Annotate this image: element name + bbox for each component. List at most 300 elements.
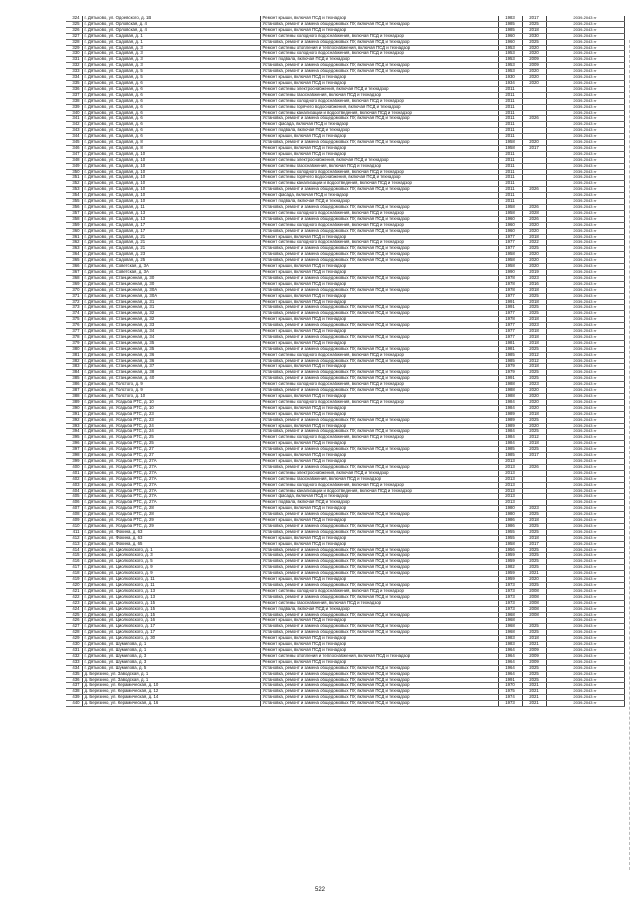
- work-type-cell: Ремонт системы газоснабжения, включая ПСД и технадзор: [260, 600, 498, 606]
- work-type-cell: Ремонт крыши, включая ПСД и технадзор: [260, 453, 498, 459]
- work-type-cell: Ремонт системы холодного водоснабжения, включая ПСД и технадзор: [260, 382, 498, 388]
- year-built-cell: 1991: [498, 299, 522, 305]
- address-cell: г. Дятьково, ул. Станционная, д. 36: [82, 358, 260, 364]
- year-built-cell: 1959: [498, 577, 522, 583]
- planned-period-cell: 2039-2043 гг: [546, 246, 624, 252]
- address-cell: г. Дятьково, ул. Усадьба РТС, д. 27А: [82, 500, 260, 506]
- year-built-cell: 1985: [498, 358, 522, 364]
- row-number: 401: [66, 470, 82, 476]
- work-type-cell: Ремонт подвала, включая ПСД и технадзор: [260, 500, 498, 506]
- last-repair-year-cell: 2018: [522, 518, 546, 524]
- planned-period-cell: 2039-2043 гг: [546, 128, 624, 134]
- row-number: 361: [66, 234, 82, 240]
- address-cell: г. Дятьково, ул. Станционная, д. 35: [82, 346, 260, 352]
- address-cell: г. Дятьково, ул. Садовая, д. 5: [82, 69, 260, 75]
- row-number: 351: [66, 175, 82, 181]
- work-type-cell: Ремонт системы холодного водоснабжения, включая ПСД и технадзор: [260, 588, 498, 594]
- year-built-cell: 1986: [498, 523, 522, 529]
- work-type-cell: Установка, ремонт и замена общедомовых ПУ, включая ПСД и технадзор: [260, 323, 498, 329]
- work-type-cell: Ремонт подвала, включая ПСД и технадзор: [260, 606, 498, 612]
- year-built-cell: 1974: [498, 695, 522, 701]
- address-cell: г. Дятьково, ул. Усадьба РТС, д. 25: [82, 441, 260, 447]
- work-type-cell: Установка, ремонт и замена общедомовых ПУ, включая ПСД и технадзор: [260, 553, 498, 559]
- last-repair-year-cell: 2020: [522, 75, 546, 81]
- row-number: 438: [66, 689, 82, 695]
- last-repair-year-cell: 2017: [522, 453, 546, 459]
- last-repair-year-cell: 2018: [522, 411, 546, 417]
- planned-period-cell: 2039-2043 гг: [546, 98, 624, 104]
- address-cell: г. Дятьково, ул. Садовая, д. 3: [82, 51, 260, 57]
- address-cell: г. Дятьково, ул. Станционная, д. 34: [82, 334, 260, 340]
- work-type-cell: Ремонт крыши, включая ПСД и технадзор: [260, 27, 498, 33]
- last-repair-year-cell: 2025: [522, 293, 546, 299]
- planned-period-cell: 2039-2043 гг: [546, 382, 624, 388]
- work-type-cell: Установка, ремонт и замена общедомовых ПУ, включая ПСД и технадзор: [260, 695, 498, 701]
- row-number: 342: [66, 122, 82, 128]
- year-built-cell: 1989: [498, 411, 522, 417]
- row-number: 354: [66, 193, 82, 199]
- year-built-cell: 1960: [498, 216, 522, 222]
- planned-period-cell: 2039-2043 гг: [546, 470, 624, 476]
- row-number: 430: [66, 642, 82, 648]
- row-number: 349: [66, 163, 82, 169]
- row-number: 386: [66, 382, 82, 388]
- planned-period-cell: 2039-2043 гг: [546, 252, 624, 258]
- row-number: 390: [66, 405, 82, 411]
- row-number: 413: [66, 541, 82, 547]
- last-repair-year-cell: 2025: [522, 565, 546, 571]
- row-number: 353: [66, 187, 82, 193]
- work-type-cell: Установка, ремонт и замена общедомовых ПУ, включая ПСД и технадзор: [260, 69, 498, 75]
- year-built-cell: 1977: [498, 323, 522, 329]
- work-type-cell: Установка, ремонт и замена общедомовых ПУ, включая ПСД и технадзор: [260, 594, 498, 600]
- last-repair-year-cell: 2025: [522, 583, 546, 589]
- last-repair-year-cell: 2018: [522, 340, 546, 346]
- work-type-cell: Ремонт подвала, включая ПСД и технадзор: [260, 199, 498, 205]
- row-number: 432: [66, 653, 82, 659]
- address-cell: г. Дятьково, ул. Станционная, д. 31: [82, 305, 260, 311]
- row-number: 414: [66, 547, 82, 553]
- work-type-cell: Установка, ремонт и замена общедомовых ПУ, включая ПСД и технадзор: [260, 512, 498, 518]
- row-number: 394: [66, 429, 82, 435]
- planned-period-cell: 2039-2043 гг: [546, 594, 624, 600]
- year-built-cell: 2011: [498, 163, 522, 169]
- address-cell: г. Дятьково, ул. Шумилова, д. 3: [82, 659, 260, 665]
- planned-period-cell: 2039-2043 гг: [546, 163, 624, 169]
- row-number: 393: [66, 423, 82, 429]
- year-built-cell: 1977: [498, 246, 522, 252]
- address-cell: г. Дятьково, ул. Циолковского, д. 13: [82, 594, 260, 600]
- address-cell: г. Дятьково, ул. Садовая, д. 10: [82, 169, 260, 175]
- planned-period-cell: 2039-2043 гг: [546, 588, 624, 594]
- planned-period-cell: 2039-2043 гг: [546, 583, 624, 589]
- planned-period-cell: 2039-2043 гг: [546, 293, 624, 299]
- last-repair-year-cell: 2022: [522, 240, 546, 246]
- year-built-cell: 1959: [498, 571, 522, 577]
- year-built-cell: 1977: [498, 311, 522, 317]
- row-number: 382: [66, 358, 82, 364]
- address-cell: г. Дятьково, ул. Садовая, д. 10: [82, 157, 260, 163]
- last-repair-year-cell: 2025: [522, 21, 546, 27]
- last-repair-year-cell: 2018: [522, 535, 546, 541]
- planned-period-cell: 2039-2043 гг: [546, 405, 624, 411]
- work-type-cell: Ремонт системы холодного водоснабжения, включая ПСД и технадзор: [260, 352, 498, 358]
- planned-period-cell: 2039-2043 гг: [546, 222, 624, 228]
- row-number: 336: [66, 86, 82, 92]
- last-repair-year-cell: 2020: [522, 394, 546, 400]
- row-number: 403: [66, 482, 82, 488]
- year-built-cell: 2013: [498, 500, 522, 506]
- planned-period-cell: 2039-2043 гг: [546, 39, 624, 45]
- year-built-cell: 1964: [498, 671, 522, 677]
- address-cell: г. Дятьково, ул. Толстого, д. 9: [82, 382, 260, 388]
- address-cell: г. Дятьково, ул. Садовая, д. 6: [82, 134, 260, 140]
- last-repair-year-cell: 2018: [522, 27, 546, 33]
- work-type-cell: Ремонт системы отопления и теплоснабжения, включая ПСД и технадзор: [260, 45, 498, 51]
- work-type-cell: Установка, ремонт и замена общедомовых ПУ, включая ПСД и технадзор: [260, 370, 498, 376]
- row-number: 330: [66, 51, 82, 57]
- last-repair-year-cell: 2023: [522, 506, 546, 512]
- row-number: 376: [66, 323, 82, 329]
- work-type-cell: Ремонт крыши, включая ПСД и технадзор: [260, 618, 498, 624]
- planned-period-cell: 2039-2043 гг: [546, 69, 624, 75]
- last-repair-year-cell: 2018: [522, 329, 546, 335]
- row-number: 327: [66, 33, 82, 39]
- work-type-cell: Ремонт крыши, включая ПСД и технадзор: [260, 293, 498, 299]
- last-repair-year-cell: 2026: [522, 116, 546, 122]
- last-repair-year-cell: 2025: [522, 671, 546, 677]
- address-cell: г. Дятьково, ул. Станционная, д. 31: [82, 299, 260, 305]
- address-cell: г. Дятьково, ул. Советская, д. 3А: [82, 269, 260, 275]
- address-cell: г. Дятьково, ул. Садовая, д. 21: [82, 240, 260, 246]
- year-built-cell: 1973: [498, 600, 522, 606]
- address-cell: г. Дятьково, ул. Шумилова, д. 5: [82, 665, 260, 671]
- year-built-cell: 1953: [498, 69, 522, 75]
- work-type-cell: Ремонт крыши, включая ПСД и технадзор: [260, 80, 498, 86]
- last-repair-year-cell: 2020: [522, 577, 546, 583]
- row-number: 406: [66, 500, 82, 506]
- planned-period-cell: 2039-2043 гг: [546, 352, 624, 358]
- address-cell: г. Дятьково, ул. Садовая, д. 10: [82, 181, 260, 187]
- address-cell: г. Дятьково, ул. Садовая, д. 6: [82, 116, 260, 122]
- work-type-cell: Ремонт крыши, включая ПСД и технадзор: [260, 577, 498, 583]
- address-cell: г. Дятьково, ул. Усадьба РТС, д. 29: [82, 518, 260, 524]
- work-type-cell: Установка, ремонт и замена общедомовых ПУ, включая ПСД и технадзор: [260, 523, 498, 529]
- work-type-cell: Установка, ремонт и замена общедомовых ПУ, включая ПСД и технадзор: [260, 305, 498, 311]
- address-cell: г. Дятьково, ул. Усадьба РТС, д. 29: [82, 523, 260, 529]
- year-built-cell: 1979: [498, 364, 522, 370]
- row-number: 331: [66, 57, 82, 63]
- planned-period-cell: 2039-2043 гг: [546, 429, 624, 435]
- work-type-cell: Ремонт крыши, включая ПСД и технадзор: [260, 269, 498, 275]
- work-type-cell: Ремонт крыши, включая ПСД и технадзор: [260, 506, 498, 512]
- address-cell: г. Дятьково, ул. Циолковского, д. 9: [82, 565, 260, 571]
- address-cell: д. Березино, ул. Заводская, д. 1: [82, 671, 260, 677]
- address-cell: г. Дятьково, ул. Усадьба РТС, д. 23: [82, 411, 260, 417]
- row-number: 400: [66, 464, 82, 470]
- planned-period-cell: 2039-2043 гг: [546, 305, 624, 311]
- year-built-cell: 1968: [498, 612, 522, 618]
- planned-period-cell: 2039-2043 гг: [546, 122, 624, 128]
- planned-period-cell: 2039-2043 гг: [546, 16, 624, 21]
- year-built-cell: 1953: [498, 45, 522, 51]
- last-repair-year-cell: 2018: [522, 636, 546, 642]
- address-cell: г. Дятьково, ул. Садовая, д. 6: [82, 86, 260, 92]
- address-cell: г. Дятьково, ул. Садовая, д. 8: [82, 145, 260, 151]
- work-type-cell: Ремонт крыши, включая ПСД и технадзор: [260, 299, 498, 305]
- row-number: 339: [66, 104, 82, 110]
- year-built-cell: 1973: [498, 606, 522, 612]
- work-type-cell: Установка, ремонт и замена общедомовых ПУ, включая ПСД и технадзор: [260, 630, 498, 636]
- address-cell: г. Дятьково, ул. Усадьба РТС, д. 27: [82, 447, 260, 453]
- work-type-cell: Установка, ремонт и замена общедомовых ПУ, включая ПСД и технадзор: [260, 689, 498, 695]
- year-built-cell: 1980: [498, 512, 522, 518]
- planned-period-cell: 2039-2043 гг: [546, 346, 624, 352]
- work-type-cell: Установка, ремонт и замена общедомовых ПУ, включая ПСД и технадзор: [260, 334, 498, 340]
- year-built-cell: 1982: [498, 565, 522, 571]
- last-repair-year-cell: 2020: [522, 69, 546, 75]
- year-built-cell: 1960: [498, 33, 522, 39]
- year-built-cell: 2011: [498, 175, 522, 181]
- last-repair-year-cell: 2025: [522, 305, 546, 311]
- planned-period-cell: 2039-2043 гг: [546, 240, 624, 246]
- planned-period-cell: 2039-2043 гг: [546, 624, 624, 630]
- row-number: 398: [66, 453, 82, 459]
- row-number: 326: [66, 27, 82, 33]
- address-cell: г. Дятьково, ул. Садовая, д. 6: [82, 80, 260, 86]
- row-number: 350: [66, 169, 82, 175]
- row-number: 328: [66, 39, 82, 45]
- year-built-cell: 1984: [498, 399, 522, 405]
- planned-period-cell: 2039-2043 гг: [546, 453, 624, 459]
- work-type-cell: Установка, ремонт и замена общедомовых ПУ, включая ПСД и технадзор: [260, 559, 498, 565]
- work-type-cell: Установка, ремонт и замена общедомовых ПУ, включая ПСД и технадзор: [260, 571, 498, 577]
- last-repair-year-cell: 2021: [522, 642, 546, 648]
- year-built-cell: 1989: [498, 417, 522, 423]
- address-cell: г. Дятьково, ул. Усадьба РТС, д. 10: [82, 399, 260, 405]
- address-cell: г. Дятьково, ул. Усадьба РТС, д. 25: [82, 435, 260, 441]
- address-cell: г. Дятьково, ул. Усадьба РТС, д. 27А: [82, 494, 260, 500]
- planned-period-cell: 2039-2043 гг: [546, 205, 624, 211]
- year-built-cell: 1978: [498, 287, 522, 293]
- year-built-cell: 2011: [498, 86, 522, 92]
- address-cell: г. Дятьково, ул. Садовая, д. 10: [82, 151, 260, 157]
- year-built-cell: 1970: [498, 683, 522, 689]
- last-repair-year-cell: 2012: [522, 435, 546, 441]
- year-built-cell: 1979: [498, 370, 522, 376]
- planned-period-cell: 2039-2043 гг: [546, 500, 624, 506]
- last-repair-year-cell: 2020: [522, 399, 546, 405]
- work-type-cell: Установка, ремонт и замена общедомовых ПУ, включая ПСД и технадзор: [260, 63, 498, 69]
- row-number: 387: [66, 388, 82, 394]
- planned-period-cell: 2039-2043 гг: [546, 175, 624, 181]
- work-type-cell: Установка, ремонт и замена общедомовых ПУ, включая ПСД и технадзор: [260, 140, 498, 146]
- address-cell: г. Дятьково, ул. Циолковского, д. 17: [82, 630, 260, 636]
- year-built-cell: 1977: [498, 334, 522, 340]
- row-number: 348: [66, 157, 82, 163]
- work-type-cell: Установка, ремонт и замена общедомовых ПУ, включая ПСД и технадзор: [260, 21, 498, 27]
- address-cell: г. Дятьково, ул. Одоевского, д. 1В: [82, 16, 260, 21]
- work-type-cell: Ремонт системы газоснабжения, включая ПСД и технадзор: [260, 92, 498, 98]
- last-repair-year-cell: 2020: [522, 388, 546, 394]
- work-type-cell: Ремонт крыши, включая ПСД и технадзор: [260, 458, 498, 464]
- address-cell: г. Дятьково, ул. Усадьба РТС, д. 27А: [82, 482, 260, 488]
- row-number: 356: [66, 205, 82, 211]
- address-cell: г. Дятьково, ул. Шумилова, д. 1: [82, 642, 260, 648]
- last-repair-year-cell: 2028: [522, 210, 546, 216]
- planned-period-cell: 2039-2043 гг: [546, 27, 624, 33]
- work-type-cell: Ремонт крыши, включая ПСД и технадзор: [260, 364, 498, 370]
- planned-period-cell: 2039-2043 гг: [546, 21, 624, 27]
- planned-period-cell: 2039-2043 гг: [546, 518, 624, 524]
- last-repair-year-cell: 2018: [522, 364, 546, 370]
- row-number: 384: [66, 370, 82, 376]
- year-built-cell: 1988: [498, 394, 522, 400]
- row-number: 325: [66, 21, 82, 27]
- last-repair-year-cell: 2008: [522, 594, 546, 600]
- planned-period-cell: 2039-2043 гг: [546, 482, 624, 488]
- year-built-cell: 2011: [498, 92, 522, 98]
- work-type-cell: Установка, ремонт и замена общедомовых ПУ, включая ПСД и технадзор: [260, 311, 498, 317]
- planned-period-cell: 2039-2043 гг: [546, 193, 624, 199]
- last-repair-year-cell: 2009: [522, 653, 546, 659]
- row-number: 364: [66, 252, 82, 258]
- year-built-cell: 1991: [498, 376, 522, 382]
- work-type-cell: Ремонт системы горячего водоснабжения, включая ПСД и технадзор: [260, 104, 498, 110]
- work-type-cell: Установка, ремонт и замена общедомовых ПУ, включая ПСД и технадзор: [260, 187, 498, 193]
- work-type-cell: Ремонт крыши, включая ПСД и технадзор: [260, 647, 498, 653]
- planned-period-cell: 2039-2043 гг: [546, 376, 624, 382]
- year-built-cell: 2013: [498, 494, 522, 500]
- address-cell: г. Дятьково, ул. Станционная, д. 32: [82, 317, 260, 323]
- planned-period-cell: 2039-2043 гг: [546, 541, 624, 547]
- last-repair-year-cell: 2012: [522, 358, 546, 364]
- last-repair-year-cell: 2025: [522, 624, 546, 630]
- year-built-cell: 2011: [498, 104, 522, 110]
- address-cell: г. Дятьково, ул. Станционная, д. 30: [82, 275, 260, 281]
- address-cell: г. Дятьково, ул. Станционная, д. 35: [82, 340, 260, 346]
- planned-period-cell: 2039-2043 гг: [546, 559, 624, 565]
- year-built-cell: 1991: [498, 677, 522, 683]
- row-number: 415: [66, 553, 82, 559]
- last-repair-year-cell: 2017: [522, 16, 546, 21]
- row-number: 366: [66, 264, 82, 270]
- planned-period-cell: 2039-2043 гг: [546, 317, 624, 323]
- row-number: 338: [66, 98, 82, 104]
- row-number: 341: [66, 116, 82, 122]
- work-type-cell: Ремонт крыши, включая ПСД и технадзор: [260, 535, 498, 541]
- year-built-cell: 1985: [498, 352, 522, 358]
- year-built-cell: 2011: [498, 181, 522, 187]
- work-type-cell: Установка, ремонт и замена общедомовых ПУ, включая ПСД и технадзор: [260, 612, 498, 618]
- year-built-cell: 2013: [498, 476, 522, 482]
- row-number: 346: [66, 145, 82, 151]
- address-cell: г. Дятьково, ул. Циолковского, д. 15: [82, 606, 260, 612]
- work-type-cell: Ремонт крыши, включая ПСД и технадзор: [260, 151, 498, 157]
- planned-period-cell: 2039-2043 гг: [546, 577, 624, 583]
- work-type-cell: Установка, ремонт и замена общедомовых ПУ, включая ПСД и технадзор: [260, 39, 498, 45]
- row-number: 332: [66, 63, 82, 69]
- planned-period-cell: 2039-2043 гг: [546, 689, 624, 695]
- year-built-cell: 1977: [498, 240, 522, 246]
- address-cell: г. Дятьково, ул. Садовая, д. 23: [82, 252, 260, 258]
- planned-period-cell: 2039-2043 гг: [546, 340, 624, 346]
- work-type-cell: Ремонт крыши, включая ПСД и технадзор: [260, 317, 498, 323]
- work-type-cell: Ремонт крыши, включая ПСД и технадзор: [260, 423, 498, 429]
- work-type-cell: Установка, ремонт и замена общедомовых ПУ, включая ПСД и технадзор: [260, 464, 498, 470]
- year-built-cell: 1958: [498, 140, 522, 146]
- year-built-cell: 1964: [498, 647, 522, 653]
- work-type-cell: Ремонт фасада, включая ПСД и технадзор: [260, 122, 498, 128]
- row-number: 359: [66, 222, 82, 228]
- address-cell: д. Березино, ул. Заводская, д. 1: [82, 677, 260, 683]
- last-repair-year-cell: 2025: [522, 447, 546, 453]
- work-type-cell: Ремонт крыши, включая ПСД и технадзор: [260, 541, 498, 547]
- work-type-cell: Установка, ремонт и замена общедомовых ПУ, включая ПСД и технадзор: [260, 665, 498, 671]
- address-cell: г. Дятьково, ул. Станционная, д. 37: [82, 364, 260, 370]
- year-built-cell: 1984: [498, 405, 522, 411]
- last-repair-year-cell: 2026: [522, 187, 546, 193]
- planned-period-cell: 2039-2043 гг: [546, 134, 624, 140]
- row-number: 371: [66, 293, 82, 299]
- work-type-cell: Установка, ремонт и замена общедомовых ПУ, включая ПСД и технадзор: [260, 246, 498, 252]
- work-type-cell: Ремонт системы холодного водоснабжения, включая ПСД и технадзор: [260, 210, 498, 216]
- row-number: 352: [66, 181, 82, 187]
- row-number: 436: [66, 677, 82, 683]
- planned-period-cell: 2039-2043 гг: [546, 92, 624, 98]
- row-number: 420: [66, 583, 82, 589]
- work-type-cell: Ремонт системы холодного водоснабжения, включая ПСД и технадзор: [260, 169, 498, 175]
- work-type-cell: Ремонт подвала, включая ПСД и технадзор: [260, 128, 498, 134]
- work-type-cell: Установка, ремонт и замена общедомовых ПУ, включая ПСД и технадзор: [260, 447, 498, 453]
- last-repair-year-cell: 2018: [522, 287, 546, 293]
- work-type-cell: Ремонт системы холодного водоснабжения, включая ПСД и технадзор: [260, 399, 498, 405]
- row-number: 425: [66, 612, 82, 618]
- scan-edge: [629, 40, 640, 870]
- year-built-cell: 1975: [498, 689, 522, 695]
- planned-period-cell: 2039-2043 гг: [546, 464, 624, 470]
- row-number: 383: [66, 364, 82, 370]
- work-type-cell: Ремонт системы холодного водоснабжения, включая ПСД и технадзор: [260, 222, 498, 228]
- address-cell: г. Дятьково, ул. Садовая, д. 5: [82, 75, 260, 81]
- planned-period-cell: 2039-2043 гг: [546, 181, 624, 187]
- planned-period-cell: 2039-2043 гг: [546, 323, 624, 329]
- last-repair-year-cell: 2008: [522, 588, 546, 594]
- last-repair-year-cell: 2021: [522, 571, 546, 577]
- last-repair-year-cell: 2025: [522, 677, 546, 683]
- year-built-cell: 2011: [498, 193, 522, 199]
- row-number: 417: [66, 565, 82, 571]
- planned-period-cell: 2039-2043 гг: [546, 329, 624, 335]
- year-built-cell: 1981: [498, 346, 522, 352]
- address-cell: г. Дятьково, ул. Станционная, д. 36: [82, 352, 260, 358]
- work-type-cell: Ремонт системы холодного водоснабжения, включая ПСД и технадзор: [260, 435, 498, 441]
- address-cell: г. Дятьково, ул. Орловская, д. 4: [82, 21, 260, 27]
- year-built-cell: 2011: [498, 134, 522, 140]
- row-number: 407: [66, 506, 82, 512]
- planned-period-cell: 2039-2043 гг: [546, 494, 624, 500]
- row-number: 416: [66, 559, 82, 565]
- year-built-cell: 1960: [498, 222, 522, 228]
- work-type-cell: Ремонт крыши, включая ПСД и технадзор: [260, 405, 498, 411]
- row-number: 388: [66, 394, 82, 400]
- planned-period-cell: 2039-2043 гг: [546, 618, 624, 624]
- last-repair-year-cell: 2025: [522, 529, 546, 535]
- row-number: 344: [66, 134, 82, 140]
- address-cell: г. Дятьково, ул. Садовая, д. 13: [82, 210, 260, 216]
- year-built-cell: 2011: [498, 128, 522, 134]
- planned-period-cell: 2039-2043 гг: [546, 476, 624, 482]
